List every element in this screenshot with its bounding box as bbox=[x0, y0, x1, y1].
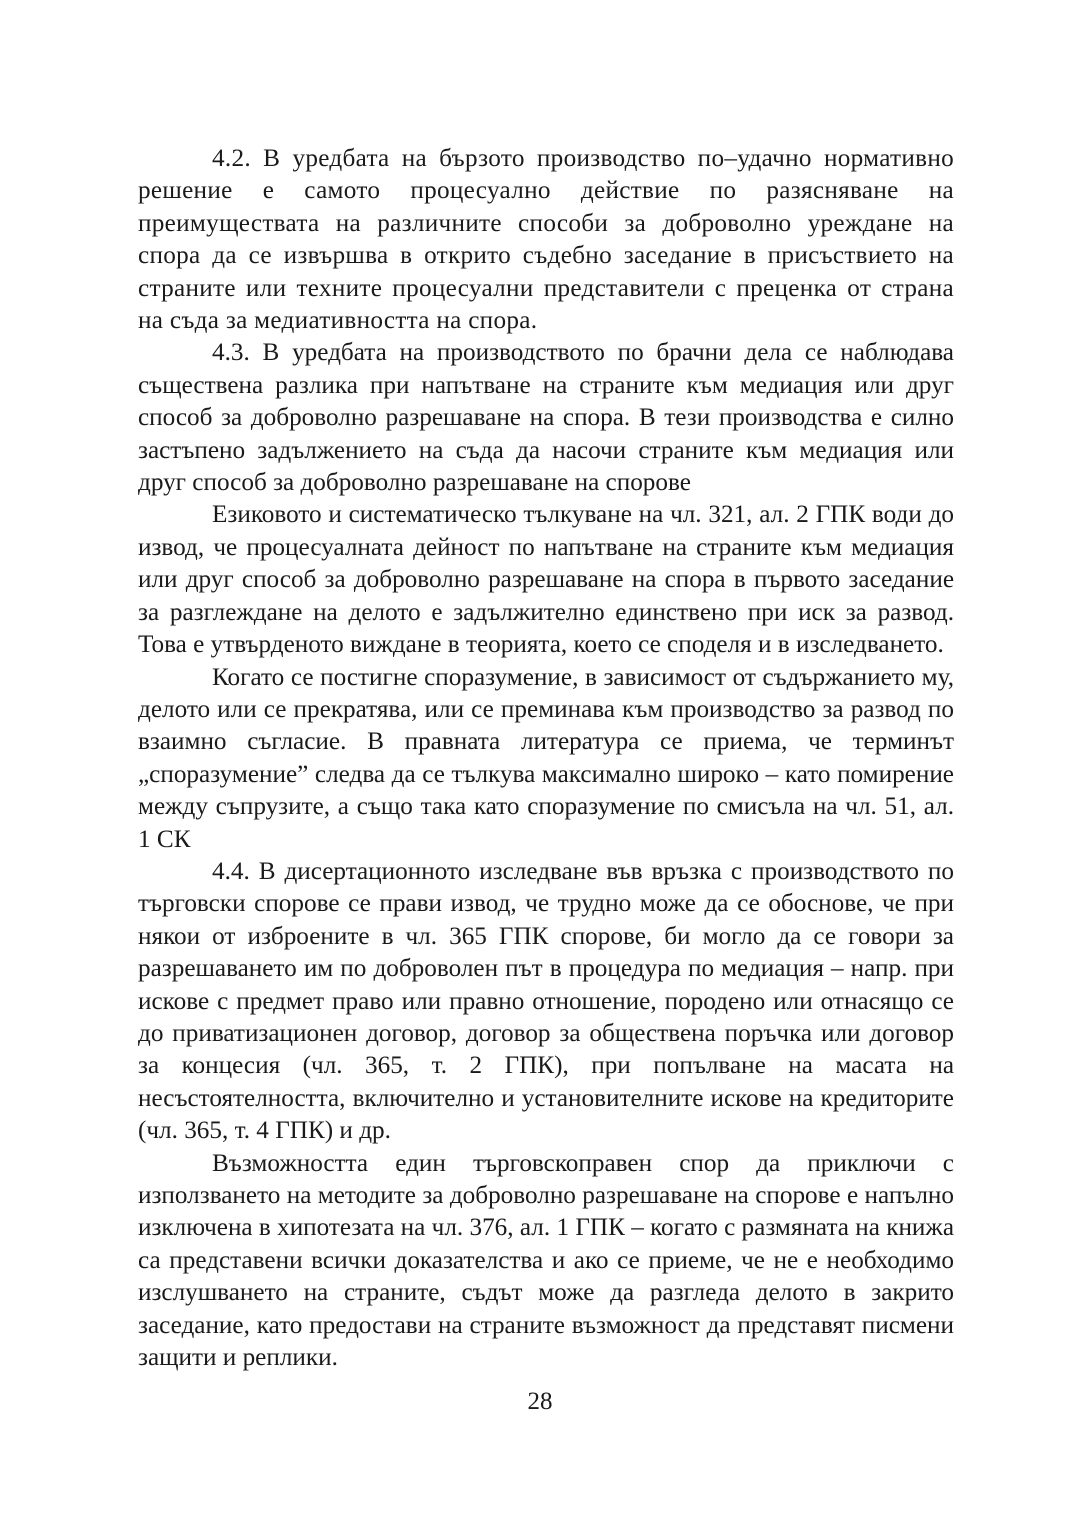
paragraph-commercial-dispute: Възможността един търговскоправен спор да приключи с използването на методите за доброволно разрешаване на спорове е напълно изключена в хипотезата на чл. 376, ал. 1 ГПК – когато с размяната на книжа са представени всички доказателства и ако се приеме, че не е необходимо изслушването на страните, съдът може да разгледа делото в закрито заседание, като предостави на страните възможност да представят писмени защити и реплики. bbox=[138, 1149, 954, 1372]
body-text bbox=[138, 143, 954, 1374]
paragraph-4-2: 4.2. В уредбата на бързото производство по–удачно нормативно решение е самото процесуално действие по разясняване на преимуществата на различните способи за доброволно уреждане на спора да се извършва в открито съдебно заседание в присъствието на страните или техните процесуални представители с преценка от страна на съда за медиативността на спора. bbox=[138, 145, 954, 335]
paragraph-agreement: Когато се постигне споразумение, в зависимост от съдържанието му, делото или се прекратява, или се преминава към производство за развод по взаимно съгласие. В правната литература се приема, че терминът „споразумение” следва да се тълкува максимално широко – като помирение между съпрузите, а също така като споразумение по смисъла на чл. 51, ал. 1 СК bbox=[138, 663, 954, 853]
paragraph-interpretation: Езиковото и систематическо тълкуване на чл. 321, ал. 2 ГПК води до извод, че процесуалната дейност по напътване на страните към медиация или друг способ за доброволно разрешаване на спора в първото заседание за разглеждане на делото е задължително единствено при иск за развод. Това е утвърденото виждане в теорията, което се споделя и в изследването. bbox=[138, 501, 954, 659]
page-number: 28 bbox=[527, 1388, 553, 1415]
paragraph-4-4: 4.4. В дисертационното изследване във връзка с производството по търговски спорове се прави извод, че трудно може да се обоснове, че при някои от изброените в чл. 365 ГПК спорове, би могло да се говори за разрешаването им по доброволен път в процедура по медиация – напр. при искове с предмет право или правно отношение, породено или отнасящо се до приватизационен договор, договор за обществена поръчка или договор за концесия (чл. 365, т. 2 ГПК), при попълване на масата на несъстоятелността, включително и установителните искове на кредиторите (чл. 365, т. 4 ГПК) и др. bbox=[138, 857, 954, 1145]
paragraph-4-3: 4.3. В уредбата на производството по брачни дела се наблюдава съществена разлика при напътване на страните към медиация или друг способ за доброволно разрешаване на спора. В тези производства е силно застъпено задължението на съда да насочи страните към медиация или друг способ за доброволно разрешаване на спорове bbox=[138, 339, 954, 497]
